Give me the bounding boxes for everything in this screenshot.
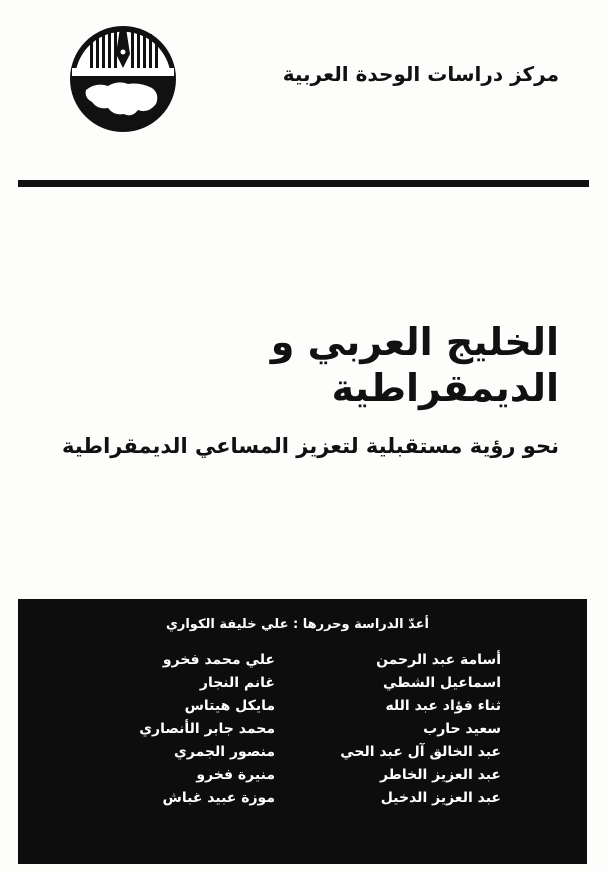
contributor-name: محمد جابر الأنصاري xyxy=(139,721,275,737)
contributor-name: سعيد حارب xyxy=(423,721,501,737)
book-subtitle: نحو رؤية مستقبلية لتعزيز المساعي الديمقراطية xyxy=(62,434,559,458)
contributor-name: عبد العزيز الدخيل xyxy=(380,790,501,806)
contributor-name: عبد العزيز الخاطر xyxy=(379,767,501,783)
contributors-panel xyxy=(18,599,587,864)
editor-credit: أعدّ الدراسة وحررها : علي خليفة الكواري xyxy=(165,617,429,632)
contributor-name: عبد الخالق آل عبد الحي xyxy=(340,744,501,760)
contributor-name: منيرة فخرو xyxy=(196,767,275,783)
contributor-name: أسامة عبد الرحمن xyxy=(376,652,501,668)
contributors-right-column xyxy=(331,649,501,810)
contributor-name: علي محمد فخرو xyxy=(162,652,275,668)
arab-unity-studies-logo-icon xyxy=(68,24,178,134)
contributors-left-column xyxy=(85,649,275,810)
contributor-name: غانم النجار xyxy=(199,675,275,691)
header-divider xyxy=(18,180,589,187)
contributor-name: اسماعيل الشطي xyxy=(383,675,501,691)
contributor-name: منصور الجمري xyxy=(174,744,275,760)
publisher-name: مركز دراسات الوحدة العربية xyxy=(282,62,559,86)
contributor-name: موزة عبيد غباش xyxy=(162,790,275,806)
contributor-name: ثناء فؤاد عبد الله xyxy=(385,698,501,714)
contributor-name: مايكل هيتاس xyxy=(184,698,275,714)
book-title: الخليج العربي و الديمقراطية xyxy=(270,320,559,410)
